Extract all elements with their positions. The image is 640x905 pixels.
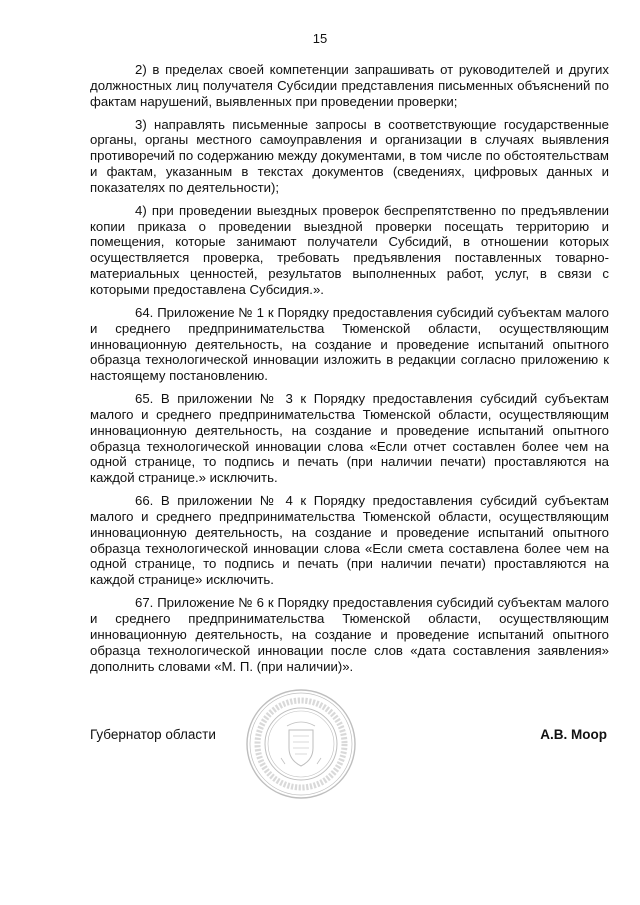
signatory-title: Губернатор области bbox=[90, 727, 216, 742]
official-seal-icon bbox=[245, 688, 357, 800]
paragraph-64: 64. Приложение № 1 к Порядку предоставления субсидий субъектам малого и среднего предпринимательства Тюменской области, осуществляющим инновационную деятельность, на создание и проведение испытаний опытного образца технологической инновации изложить в редакции согласно приложению к настоящему постановлению. bbox=[90, 304, 609, 384]
paragraph-item-4: 4) при проведении выездных проверок беспрепятственно по предъявлении копии приказа о проведении выездной проверки посещать территорию и помещения, которые занимают получатели Субсидий, в отношении которых осуществляется проверка, требовать предъявления поставленных товарно-материальных ценностей, результатов выполненных работ, услуг, в связи с которыми предоставлена Субсидия.». bbox=[90, 202, 609, 297]
document-body bbox=[90, 62, 609, 681]
paragraph-67: 67. Приложение № 6 к Порядку предоставления субсидий субъектам малого и среднего предпринимательства Тюменской области, осуществляющим инновационную деятельность, на создание и проведение испытаний опытного образца технологической инновации после слов «дата составления заявления» дополнить словами «М. П. (при наличии)». bbox=[90, 595, 609, 674]
paragraph-item-3: 3) направлять письменные запросы в соответствующие государственные органы, органы местного самоуправления и организации в случаях выявления противоречий по содержанию между документами, в том числе по обстоятельствам и фактам, указанным в текстах документов (сведениях, цифровых данных и показателях по деятельности); bbox=[90, 116, 609, 195]
page-number: 15 bbox=[312, 31, 328, 46]
paragraph-65: 65. В приложении № 3 к Порядку предоставления субсидий субъектам малого и среднего предпринимательства Тюменской области, осуществляющим инновационную деятельность, на создание и проведение испытаний опытного образца технологической инновации слова «Если отчет составлен более чем на одной странице, то подпись и печать (при наличии печати) проставляются на каждой странице.» исключить. bbox=[90, 391, 609, 486]
paragraph-item-2: 2) в пределах своей компетенции запрашивать от руководителей и других должностных лиц получателя Субсидии представления письменных объяснений по фактам нарушений, выявленных при проведении проверки; bbox=[90, 62, 609, 109]
paragraph-66: 66. В приложении № 4 к Порядку предоставления субсидий субъектам малого и среднего предпринимательства Тюменской области, осуществляющим инновационную деятельность, на создание и проведение испытаний опытного образца технологической инновации слова «Если смета составлена более чем на одной странице, то подпись и печать (при наличии печати) проставляются на каждой странице» исключить. bbox=[90, 493, 609, 588]
signatory-name: А.В. Моор bbox=[540, 727, 607, 742]
